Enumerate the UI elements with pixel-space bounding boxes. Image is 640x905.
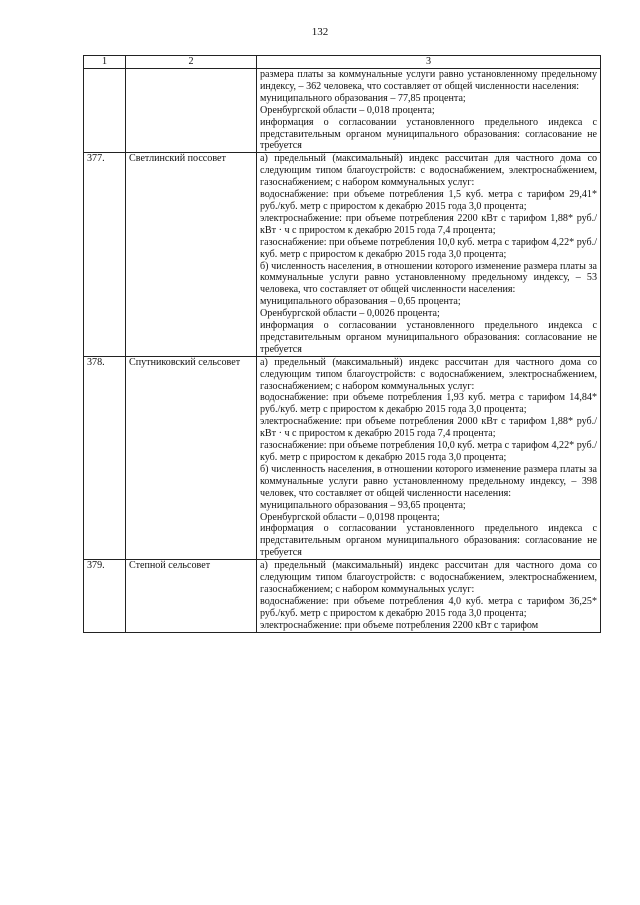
description-line: а) предельный (максимальный) индекс рассчитан для частного дома со следующим типом благоустройств: с водоснабжением, электроснабжением, газоснабжением; с набором коммунальных услуг: bbox=[260, 356, 597, 392]
row-number: 377. bbox=[84, 153, 126, 356]
table-header-row bbox=[84, 56, 601, 69]
description-line: электроснабжение: при объеме потребления 2200 кВт с тарифом 1,88* руб./кВт · ч с приростом к декабрю 2015 года 7,4 процента; bbox=[260, 212, 597, 236]
table-row bbox=[84, 560, 601, 632]
municipality-name bbox=[126, 69, 257, 153]
column-header-3: 3 bbox=[257, 56, 601, 69]
description-line: б) численность населения, в отношении которого изменение размера платы за коммунальные услуги равно установленному предельному индексу, – 53 человека, что составляет от общей численности населения: bbox=[260, 260, 597, 296]
row-number: 378. bbox=[84, 356, 126, 559]
description-line: размера платы за коммунальные услуги равно установленному предельному индексу, – 362 человека, что составляет от общей численности населения: bbox=[260, 69, 597, 92]
description-line: информация о согласовании установленного предельного индекса с представительным органом муниципального образования: согласование не требуется bbox=[260, 116, 597, 152]
index-description bbox=[257, 560, 601, 632]
description-line: а) предельный (максимальный) индекс рассчитан для частного дома со следующим типом благоустройств: с водоснабжением, электроснабжением, газоснабжением; с набором коммунальных услуг: bbox=[260, 560, 597, 595]
description-line: б) численность населения, в отношении которого изменение размера платы за коммунальные услуги равно установленному предельному индексу, – 398 человек, что составляет от общей численности населения: bbox=[260, 463, 597, 499]
table-row bbox=[84, 69, 601, 153]
municipality-name: Спутниковский сельсовет bbox=[126, 356, 257, 559]
description-line: водоснабжение: при объеме потребления 1,93 куб. метра с тарифом 14,84* руб./куб. метр с приростом к декабрю 2015 года 3,0 процента; bbox=[260, 392, 597, 416]
description-line: муниципального образования – 77,85 процента; bbox=[260, 92, 466, 104]
description-line: муниципального образования – 93,65 процента; bbox=[260, 499, 466, 511]
description-line: муниципального образования – 0,65 процента; bbox=[260, 296, 461, 308]
description-line: газоснабжение: при объеме потребления 10,0 куб. метра с тарифом 4,22* руб./куб. метр с приростом к декабрю 2015 года 3,0 процента; bbox=[260, 440, 597, 463]
description-line: информация о согласовании установленного предельного индекса с представительным органом муниципального образования: согласование не требуется bbox=[260, 523, 597, 559]
description-line: водоснабжение: при объеме потребления 1,5 куб. метра с тарифом 29,41* руб./куб. метр с приростом к декабрю 2015 года 3,0 процента; bbox=[260, 189, 597, 212]
description-line: газоснабжение: при объеме потребления 10,0 куб. метра с тарифом 4,22* руб./куб. метр с приростом к декабрю 2015 года 3,0 процента; bbox=[260, 236, 597, 260]
row-number bbox=[84, 69, 126, 153]
municipality-name: Светлинский поссовет bbox=[126, 153, 257, 356]
description-line: Оренбургской области – 0,018 процента; bbox=[260, 104, 435, 116]
municipality-name: Степной сельсовет bbox=[126, 560, 257, 632]
municipal-index-table bbox=[83, 55, 601, 633]
column-header-1: 1 bbox=[84, 56, 126, 69]
description-line: Оренбургской области – 0,0026 процента; bbox=[260, 308, 440, 320]
index-description bbox=[257, 69, 601, 153]
description-line: электроснабжение: при объеме потребления 2000 кВт с тарифом 1,88* руб./кВт · ч с приростом к декабрю 2015 года 7,4 процента; bbox=[260, 416, 597, 440]
page-number: 132 bbox=[311, 26, 329, 38]
table-row bbox=[84, 153, 601, 356]
table-row bbox=[84, 356, 601, 559]
index-description bbox=[257, 153, 601, 356]
description-line: водоснабжение: при объеме потребления 4,0 куб. метра с тарифом 36,25* руб./куб. метр с приростом к декабрю 2015 года 3,0 процента; bbox=[260, 595, 597, 619]
description-line: информация о согласовании установленного предельного индекса с представительным органом муниципального образования: согласование не требуется bbox=[260, 320, 597, 355]
index-description bbox=[257, 356, 601, 559]
description-line: электроснабжение: при объеме потребления 2200 кВт с тарифом bbox=[260, 619, 539, 631]
column-header-2: 2 bbox=[126, 56, 257, 69]
description-line: Оренбургской области – 0,0198 процента; bbox=[260, 511, 440, 523]
row-number: 379. bbox=[84, 560, 126, 632]
description-line: а) предельный (максимальный) индекс рассчитан для частного дома со следующим типом благоустройств: с водоснабжением, электроснабжением, газоснабжением; с набором коммунальных услуг: bbox=[260, 153, 597, 189]
